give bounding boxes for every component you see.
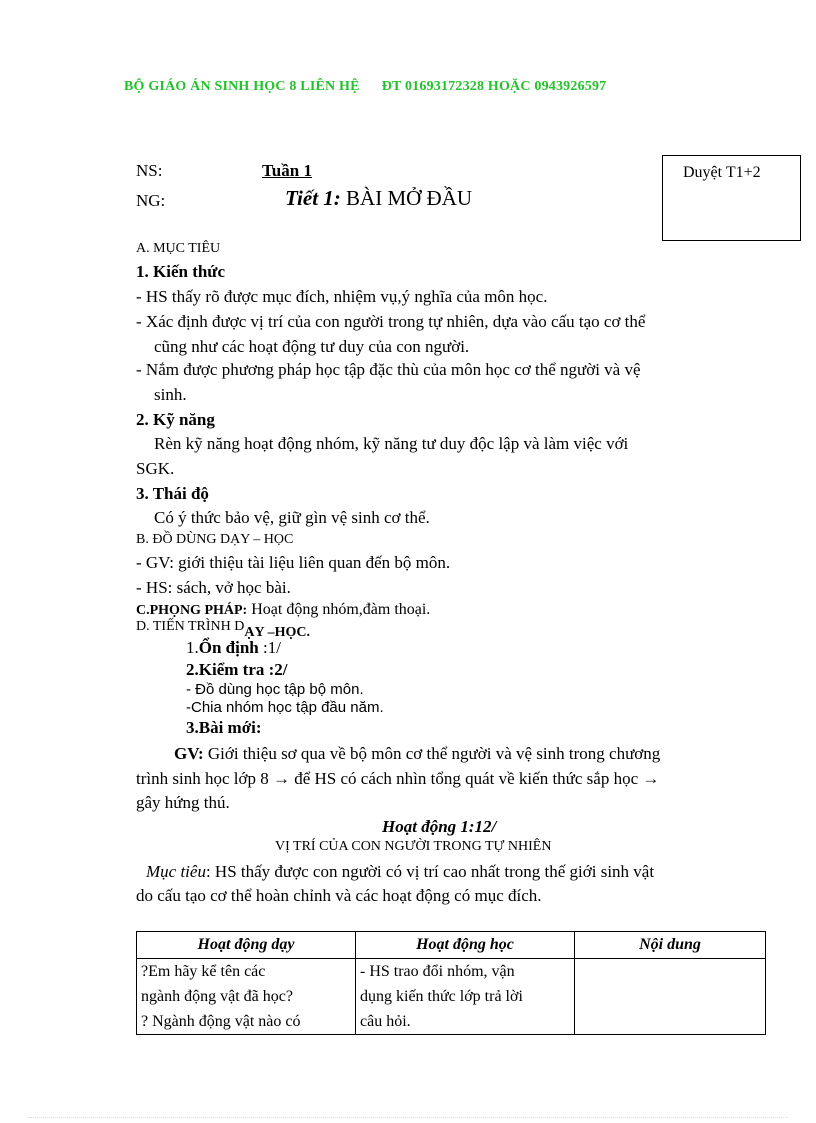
section-d-title-b: ẠY –HỌC. [244, 625, 310, 640]
cell-line: - HS trao đổi nhóm, vận [360, 963, 515, 980]
content-cell [575, 959, 766, 1035]
table-header: Hoạt động dạy [137, 932, 356, 959]
section-a-title: A. MỤC TIÊU [136, 241, 221, 256]
section-b-title: B. ĐỒ DÙNG DẠY – HỌC [136, 532, 294, 547]
attitude-heading: 3. Thái độ [136, 484, 209, 503]
step-2-item: - Đồ dùng học tập bộ môn. [186, 681, 364, 698]
skill-line: SGK. [136, 459, 175, 478]
section-c-text: Hoạt động nhóm,đàm thoại. [251, 601, 431, 618]
ns-label: NS: [136, 161, 163, 180]
approval-box [662, 155, 801, 241]
knowledge-item: - Nắm được phương pháp học tập đặc thù của môn học cơ thể người và vệ [136, 360, 641, 379]
cell-line: ngành động vật đã học? [141, 988, 293, 1005]
activity-1-goal-cont: do cấu tạo cơ thể hoàn chỉnh và các hoạt động có mục đích. [136, 886, 542, 905]
knowledge-item-cont: cũng như các hoạt động tư duy của con người. [154, 337, 470, 356]
activity-1-title: Hoạt động 1:12/ [382, 817, 497, 836]
teacher-activity-cell [137, 959, 356, 1035]
section-d-title-a: D. TIẾN TRÌNH D [136, 619, 245, 634]
step-1-num: 1. [186, 638, 199, 657]
step-1-time: :1/ [263, 638, 281, 657]
cell-line: ?Em hãy kể tên các [141, 963, 266, 980]
step-1-label: Ổn định [198, 638, 259, 657]
knowledge-item: - Xác định được vị trí của con người trong tự nhiên, dựa vào cấu tạo cơ thể [136, 312, 646, 331]
knowledge-heading [136, 262, 225, 282]
table-row [137, 959, 766, 1035]
week-label: Tuần 1 [262, 161, 312, 180]
table-header: Nội dung [575, 932, 766, 959]
activity-1-subtitle: VỊ TRÍ CỦA CON NGƯỜI TRONG TỰ NHIÊN [275, 839, 552, 854]
activity-table [136, 931, 766, 1035]
activity-1-goal [146, 862, 654, 882]
gv-line-1 [174, 744, 660, 764]
student-activity-cell [356, 959, 575, 1035]
cell-line: ? Ngành động vật nào có [141, 1013, 301, 1030]
lesson-title [285, 186, 472, 211]
cell-line: câu hỏi. [360, 1013, 411, 1030]
attitude-line: Có ý thức bảo vệ, giữ gìn vệ sinh cơ thể. [154, 508, 430, 527]
step-2-item: -Chia nhóm học tập đầu năm. [186, 699, 384, 716]
skill-heading: 2. Kỹ năng [136, 410, 215, 429]
ng-label: NG: [136, 191, 166, 210]
step-2: 2.Kiểm tra :2/ [186, 660, 288, 679]
step-1 [186, 638, 281, 658]
section-c-label: C.PHỌNG PHÁP: [136, 603, 248, 618]
step-3: 3.Bài mới: [186, 718, 262, 737]
skill-line: Rèn kỹ năng hoạt động nhóm, kỹ năng tư duy độc lập và làm việc với [154, 434, 629, 453]
section-c [136, 601, 430, 619]
materials-item: - HS: sách, vở học bài. [136, 578, 291, 597]
gv-text: Giới thiệu sơ qua về bộ môn cơ thể người và vệ sinh trong chương [207, 744, 661, 763]
page-bottom-divider [28, 1117, 788, 1118]
table-header-row [137, 932, 766, 959]
section-d-title [136, 619, 310, 640]
contact-banner [124, 79, 606, 95]
banner-left: BỘ GIÁO ÁN SINH HỌC 8 LIÊN HỆ [124, 79, 360, 94]
knowledge-heading-text: 1. Kiến thức [136, 262, 226, 281]
knowledge-item: - HS thấy rõ được mục đích, nhiệm vụ,ý nghĩa của môn học. [136, 287, 548, 306]
lesson-number: Tiết 1: [285, 186, 341, 210]
gv-line-2: trình sinh học lớp 8 → để HS có cách nhìn tổng quát về kiến thức sắp học → [136, 769, 660, 788]
knowledge-item-cont: sinh. [154, 385, 187, 404]
materials-item: - GV: giới thiệu tài liệu liên quan đến bộ môn. [136, 553, 451, 572]
cell-line: dụng kiến thức lớp trả lời [360, 988, 523, 1005]
gv-label: GV: [174, 744, 204, 763]
goal-text: : HS thấy được con người có vị trí cao nhất trong thế giới sinh vật [205, 862, 655, 881]
approval-label: Duyệt T1+2 [683, 164, 761, 181]
table-header: Hoạt động học [356, 932, 575, 959]
goal-label: Mục tiêu [146, 862, 206, 881]
gv-line-3: gây hứng thú. [136, 793, 230, 812]
banner-right: ĐT 01693172328 HOẶC 0943926597 [381, 79, 607, 94]
lesson-name: BÀI MỞ ĐẦU [346, 186, 473, 210]
